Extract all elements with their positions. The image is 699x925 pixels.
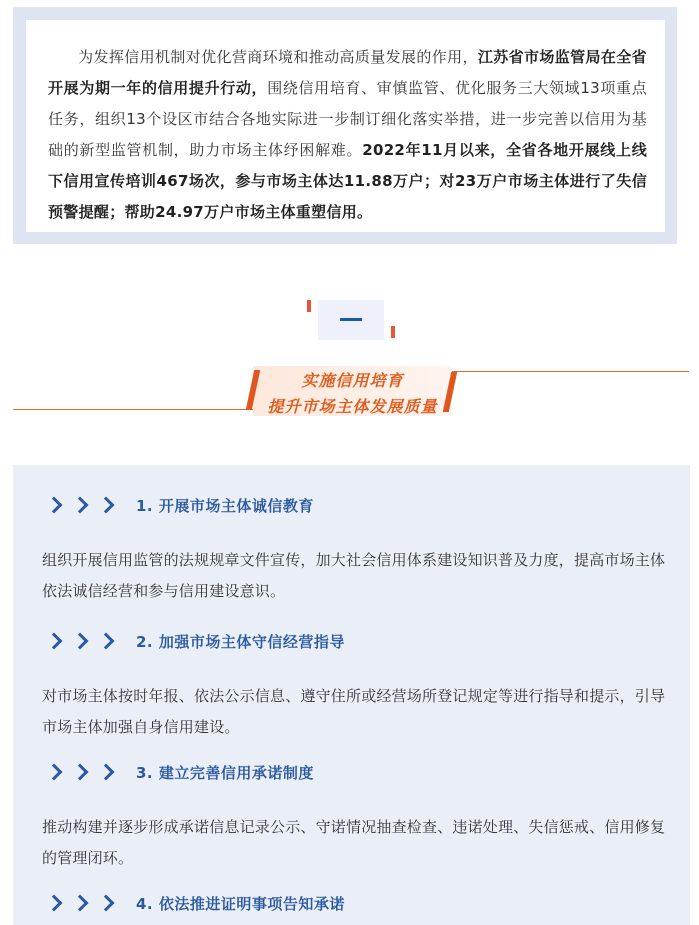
intro-text-2: 围绕信用培育、审慎监管、优化服务三大领域13项重点任务，组织13个设区市结合各地实际进一步制订细化落实举措，进一步完善以信用为基础的新型监管机制，助力市场主体纾困解难。 — [48, 79, 647, 159]
section-number-box — [318, 300, 384, 340]
item-heading — [48, 757, 314, 787]
item-heading — [48, 626, 345, 656]
item-heading-text: 3. 建立完善信用承诺制度 — [136, 763, 314, 782]
triple-chevron-right-icon — [48, 763, 126, 782]
divider-line — [13, 409, 253, 410]
intro-paragraph — [26, 20, 665, 232]
section-title: 实施信用培育 — [301, 371, 404, 390]
divider-line — [452, 371, 689, 372]
item-text: 对市场主体按时年报、依法公示信息、遵守住所或经营场所登记规定等进行指导和提示，引导市场主体加强自身信用建设。 — [42, 687, 666, 736]
item-heading-text: 2. 加强市场主体守信经营指导 — [136, 632, 345, 651]
item-text: 组织开展信用监管的法规规章文件宣传，加大社会信用体系建设知识普及力度，提高市场主体依法诚信经营和参与信用建设意识。 — [42, 551, 666, 600]
item-heading — [48, 490, 314, 520]
decor-red-tick — [391, 326, 395, 338]
decor-red-tick — [307, 300, 311, 312]
intro-bold-2: 2022年11月以来，全省各地开展线上线下信用宣传培训467场次，参与市场主体达11.88万户；对23万户市场主体进行了失信预警提醒；帮助24.97万户市场主体重塑信用。 — [48, 141, 647, 221]
section-subtitle: 提升市场主体发展质量 — [267, 397, 438, 416]
intro-bold-1: 江苏省市场监管局在全省开展为期一年的信用提升行动， — [48, 48, 647, 97]
triple-chevron-right-icon — [48, 632, 126, 651]
triple-chevron-right-icon — [48, 894, 126, 913]
intro-text-1: 为发挥信用机制对优化营商环境和推动高质量发展的作用， — [78, 48, 478, 66]
item-heading-text: 1. 开展市场主体诚信教育 — [136, 496, 314, 515]
item-heading-text: 4. 依法推进证明事项告知承诺 — [136, 894, 345, 913]
triple-chevron-right-icon — [48, 496, 126, 515]
section-number — [340, 318, 362, 321]
item-text: 推动构建并逐步形成承诺信息记录公示、守诺情况抽查检查、违诺处理、失信惩戒、信用修复的管理闭环。 — [42, 818, 666, 867]
item-heading — [48, 888, 345, 918]
